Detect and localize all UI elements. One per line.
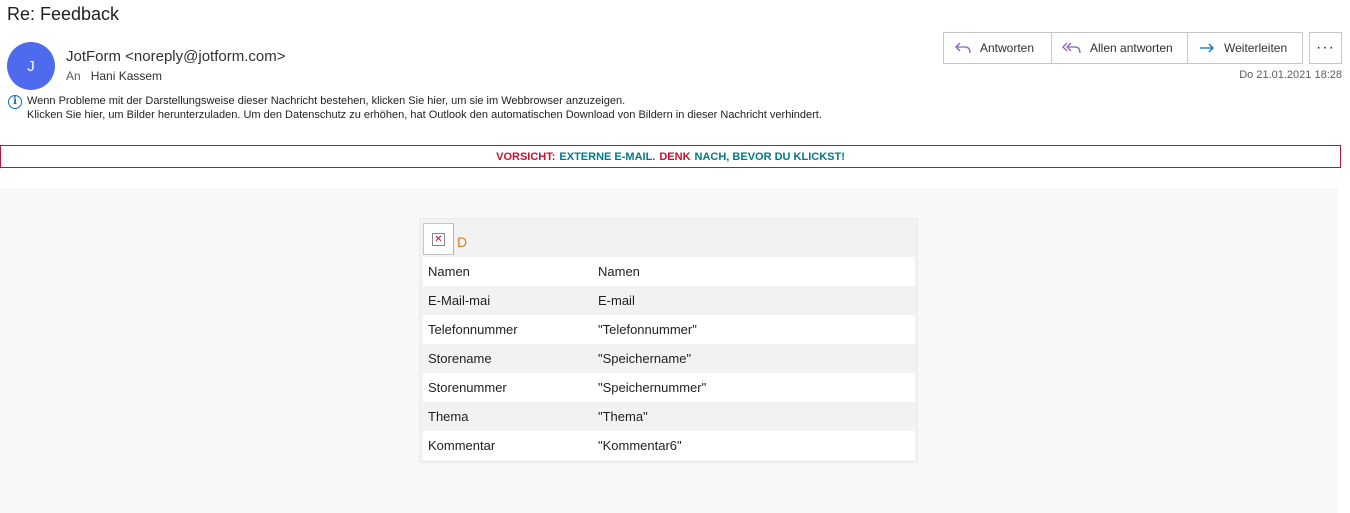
warning-think: DENK: [659, 150, 691, 163]
field-value: E-mail: [598, 293, 635, 308]
recipient-line: [66, 69, 162, 83]
field-label: Telefonnummer: [428, 322, 518, 337]
reply-arrow-icon: [954, 41, 972, 55]
field-label: Storename: [428, 351, 492, 366]
warning-external: EXTERNE E-MAIL.: [559, 150, 656, 163]
download-images-link[interactable]: Klicken Sie hier, um Bilder herunterzuladen. Um den Datenschutz zu erhöhen, hat Outlook den automatischen Download von Bildern in dieser Nachricht verhindert.: [27, 109, 822, 121]
broken-image-x: ✕: [432, 233, 445, 246]
to-label: An: [66, 69, 81, 83]
field-value: Namen: [598, 264, 640, 279]
field-label: Namen: [428, 264, 470, 279]
recipient-name[interactable]: Hani Kassem: [90, 69, 163, 83]
info-bar: [8, 94, 822, 122]
reply-button[interactable]: [944, 33, 1052, 63]
message-date: Do 21.01.2021 18:28: [1239, 69, 1342, 81]
avatar[interactable]: [7, 42, 55, 90]
form-submission-card: [419, 218, 918, 463]
field-label: Kommentar: [428, 438, 496, 453]
more-actions-button[interactable]: [1309, 32, 1342, 64]
warning-caution: VORSICHT:: [496, 150, 556, 163]
sender-address[interactable]: JotForm <noreply@jotform.com>: [66, 48, 286, 65]
reply-all-arrow-icon: [1062, 41, 1082, 55]
card-header: [423, 222, 467, 256]
info-circle-icon: i: [8, 95, 22, 109]
table-row: [423, 315, 915, 344]
forward-button[interactable]: [1188, 33, 1302, 63]
table-row: [423, 402, 915, 431]
reply-label: Antworten: [980, 41, 1035, 55]
view-in-browser-link[interactable]: Wenn Probleme mit der Darstellungsweise dieser Nachricht bestehen, klicken Sie hier, um sie im Webbrowser anzuzeigen.: [27, 95, 626, 107]
table-row: [423, 373, 915, 402]
field-label: Thema: [428, 409, 469, 424]
field-label: E-Mail-mai: [428, 293, 491, 308]
table-row: [423, 431, 915, 460]
forward-arrow-icon: [1198, 41, 1216, 55]
forward-label: Weiterleiten: [1224, 41, 1288, 55]
table-row: [423, 344, 915, 373]
avatar-initial: J: [27, 57, 35, 75]
field-value: "Kommentar6": [598, 438, 682, 453]
field-label: Storenummer: [428, 380, 507, 395]
broken-image-icon[interactable]: [423, 223, 454, 255]
field-value: "Speichernummer": [598, 380, 707, 395]
field-value: "Thema": [598, 409, 648, 424]
more-icon: ···: [1316, 39, 1335, 56]
message-subject: Re: Feedback: [7, 4, 120, 24]
field-value: "Speichername": [598, 351, 692, 366]
reply-all-label: Allen antworten: [1090, 41, 1173, 55]
card-header-text: D: [457, 234, 468, 250]
external-email-warning: [0, 145, 1341, 168]
field-value: "Telefonnummer": [598, 322, 697, 337]
table-row: [423, 286, 915, 315]
message-actions: [943, 32, 1303, 64]
submission-table: [423, 257, 915, 460]
reply-all-button[interactable]: [1052, 33, 1188, 63]
table-row: [423, 257, 915, 286]
warning-before-click: NACH, BEVOR DU KLICKST!: [694, 150, 845, 163]
